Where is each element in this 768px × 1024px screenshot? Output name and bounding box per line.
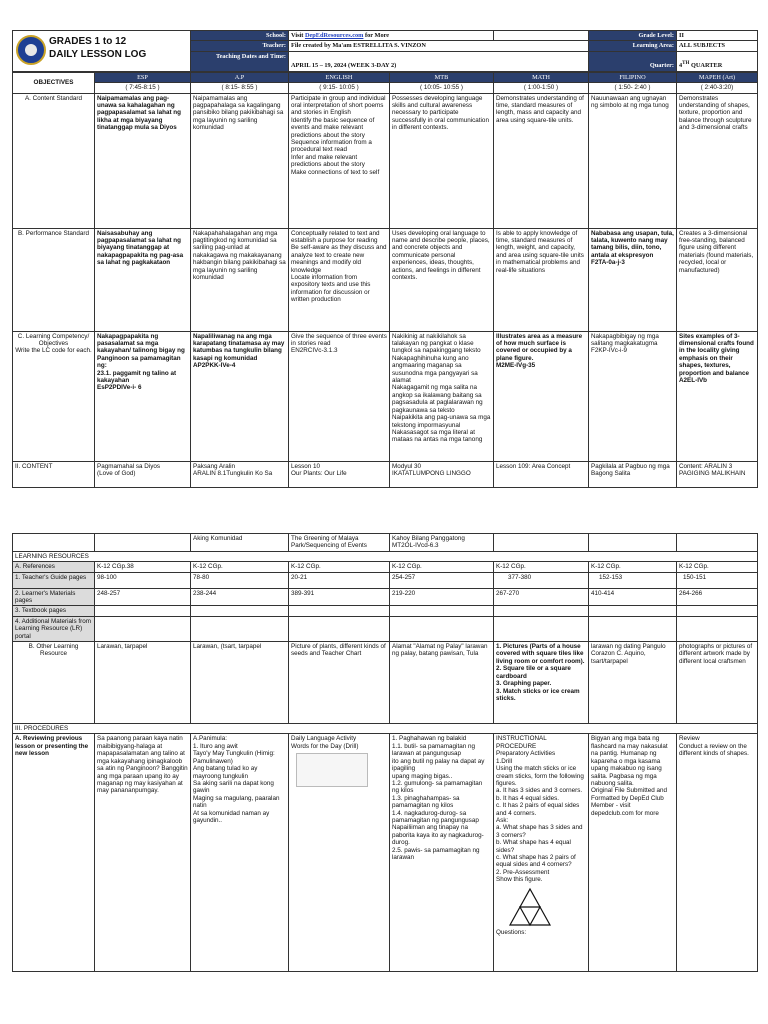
cont-esp xyxy=(95,534,191,552)
title-line-1: GRADES 1 to 12 xyxy=(49,36,127,47)
cont-ap: Aking Komunidad xyxy=(191,534,289,552)
math-review-cell: INSTRUCTIONAL PROCEDURE Preparatory Activities 1.Drill Using the match sticks or ice cream sticks, form the following figures. a. It has 3 sides and 3 corners. b. It has 4 equal sides. c. It has 2 pairs of equal sides and 4 corners. Ask: a. What shape has 3 sides and 3 corners? b. What shape has 4 equal sides? c. What shape has 2 pairs of equal sides and 4 corners? 2. Pre-Assessment Show this figure. Questions: xyxy=(494,734,589,972)
lesson-log-section-2 xyxy=(12,533,757,972)
objective-row xyxy=(13,331,758,461)
teacher-value: File created by Ma'am ESTRELLITA S. VINZON xyxy=(289,41,589,51)
dates-value: APRIL 15 – 19, 2024 (WEEK 3-DAY 2) xyxy=(289,51,589,71)
additional-materials-row xyxy=(13,616,758,641)
time-math: ( 1:00-1:50 ) xyxy=(494,83,589,93)
cont-math xyxy=(494,534,589,552)
row-cell: Lesson 10 Our Plants: Our Life xyxy=(289,461,390,487)
time-mtb: ( 10:05- 10:55 ) xyxy=(390,83,494,93)
other-label: B. Other Learning Resource xyxy=(13,642,95,724)
row-cell: Lesson 109: Area Concept xyxy=(494,461,589,487)
row-cell: Participate in group and individual oral interpretation of short poems and stories in English Identify the basic sequence of events and make relevant predictions about the story Sequence information from a procedural text read Infer and make relevant predictions about the story Make connections of text to self xyxy=(289,93,390,228)
time-english: ( 9:15- 10:05 ) xyxy=(289,83,390,93)
deped-seal-icon xyxy=(13,31,49,65)
grade-label: Grade Level: xyxy=(589,31,677,41)
lesson-log-section-1 xyxy=(12,30,757,488)
objective-row xyxy=(13,228,758,331)
row-cell: Nakikinig at nakikilahok sa talakayan ng pangkat o klase tungkol sa napakinggang teksto Nakapaghihinuha kung ano angmaaring maganap sa susunodna mga pangyayari sa alamat Nakagagamit ng mga salita na angkop sa ikalawang baitang sa pagsasadula at paglalarawan ng pagkaunawa sa teksto Naipakikita ang pag-unawa sa mga tekstong impormasyunal Nakasasagot sa mga literal at mataas na antas na mga tanong xyxy=(390,331,494,461)
row-cell: Creates a 3-dimensional free-standing, balanced figure using different materials (found materials, recycled, local or manufactured) xyxy=(677,228,758,331)
row-cell: Naipamamalas ang pag-unawa sa kahalagahan ng pagpapasalamat sa lahat ng likha at mga biyayang tinatanggap mula sa Diyos xyxy=(95,93,191,228)
objective-row xyxy=(13,461,758,487)
lm-label: 2. Learner's Materials pages xyxy=(13,588,95,606)
tg-label: 1. Teacher's Guide pages xyxy=(13,572,95,588)
row-cell: Content: ARALIN 3 PAGIGING MALIKHAIN xyxy=(677,461,758,487)
objectives-header: OBJECTIVES xyxy=(13,72,95,93)
top-rows xyxy=(13,93,758,487)
subject-filipino: FILIPINO xyxy=(589,72,677,82)
cont-english: The Greening of Malaya Park/Sequencing of Events xyxy=(289,534,390,552)
teachers-guide-row: 1. Teacher's Guide pages 98-100 78-80 20-21 254-257 377-380 152-153 150-151 xyxy=(13,572,758,588)
row-label: B. Performance Standard xyxy=(13,228,95,331)
textbook-row xyxy=(13,606,758,616)
dates-label: Teaching Dates and Time: xyxy=(191,51,289,71)
quarter-value: 4TH QUARTER xyxy=(677,51,758,71)
teacher-label: Teacher: xyxy=(191,41,289,51)
procedures-heading: III. PROCEDURES xyxy=(13,724,758,734)
math-questions: Questions: xyxy=(496,929,527,936)
row-label: II. CONTENT xyxy=(13,461,95,487)
row-label: C. Learning Competency/ Objectives Write the LC code for each. xyxy=(13,331,95,461)
resources-table xyxy=(12,533,758,972)
learners-materials-row: 2. Learner's Materials pages 248-257 238-244 389-391 219-220 267-270 410-414 264-266 xyxy=(13,588,758,606)
row-cell: Nauunawaan ang ugnayan ng simbolo at ng mga tunog xyxy=(589,93,677,228)
subject-ap: A.P xyxy=(191,72,289,82)
quarter-label: Quarter: xyxy=(589,51,677,71)
objectives-table xyxy=(12,72,758,488)
row-cell: Conceptually related to text and establish a purpose for reading Be self-aware as they discuss and analyze text to create new meanings and modify old knowledge Locate information from expository texts and use this information for discussion or written production xyxy=(289,228,390,331)
time-ap: ( 8:15- 8:55 ) xyxy=(191,83,289,93)
grade-value: II xyxy=(677,31,758,41)
row-cell: Nakapagbibigay ng mga salitang magkakatugma F2KP-IVc-i-9 xyxy=(589,331,677,461)
row-cell: Paksang Aralin ARALIN 8.1Tungkulin Ko Sa xyxy=(191,461,289,487)
triangle-figure-icon xyxy=(508,887,552,927)
cont-mapeh xyxy=(677,534,758,552)
row-cell: Illustrates area as a measure of how much surface is covered or occupied by a plane figure. M2ME-IVg-35 xyxy=(494,331,589,461)
time-filipino: ( 1:50- 2:40 ) xyxy=(589,83,677,93)
row-cell: Demonstrates understanding of time, standard measures of length, mass and capacity and area using square-tile units. xyxy=(494,93,589,228)
drill-chart-icon xyxy=(296,753,368,787)
review-label: A. Reviewing previous lesson or presenting the new lesson xyxy=(13,734,95,972)
english-review-cell: Daily Language Activity Words for the Day (Drill) xyxy=(289,734,390,972)
references-row: A. References K-12 CGp.38 K-12 CGp. K-12 CGp. K-12 CGp. K-12 CGp. K-12 CGp. K-12 CGp. xyxy=(13,562,758,572)
area-value: ALL SUBJECTS xyxy=(677,41,758,51)
review-row: A. Reviewing previous lesson or presenting the new lesson Sa paanong paraan kaya natin maibibigyang-halaga at mapapasalamatan ang talino at mga kakayahang ipinagkaloob sa atin ng Panginoon? Banggitin ang mga paraan upang ito ay maganap ng may kasiyahan at may panananpumgay. A.Panimula: 1. Ituro ang awit Tayo'y May Tungkulin (Himig: Pamulinawen) Ang batang tulad ko ay mayroong tungkulin Sa aking sarili na dapat kong gawin Maging sa magulang, paaralan natin At sa komunidad naman ay gayundin.. Daily Language Activity Words for the Day (Drill) 1. Paghahawan ng balakid 1.1. butil- sa pamamagitan ng larawan at pangungusap ito ang butil ng palay na dapat ay ipagiling upang maging bigas.. 1.2. gumulong- sa pamamagitan ng kilos 1.3. pinaghahampas- sa pamamagitan ng kilos 1.4. nagkadurog-durog- sa pamamagitan ng pangungusap Napailiiman ang tinapay na paborita kaya ito ay nagkadurog-durog. 2.5. pawis- sa pamamagitan ng larawan INSTRUCTIONAL PROCEDURE Preparatory Activities 1.Drill Using the match sticks or ice cream sticks, form the following figures. a. It has 3 sides and 3 corners. b. It has 4 equal sides. c. It has 2 pairs of equal sides and 4 corners. Ask: a. What shape has 3 sides and 3 corners? b. What shape has 4 equal sides? c. What shape has 2 pairs of equal sides and 4 corners? 2. Pre-Assessment Show this figure. Questions: Bigyan ang mga bata ng flashcard na may nakasulat na pantig. Humanap ng kapareha o mga kasama upang makabuo ng isang salita. Pagbasa ng mga nabuong salita. Original File Submitted and Formatted by DepEd Club Member - visit depedclub.com for more Review Conduct a review on the different kinds of shapes. xyxy=(13,734,758,972)
row-cell: Demonstrates understanding of shapes, texture, proportion and balance through sculpture and 3-dimensional crafts xyxy=(677,93,758,228)
learning-resources-heading: LEARNING RESOURCES xyxy=(13,551,758,561)
cont-filipino xyxy=(589,534,677,552)
time-esp: ( 7:45-8:15 ) xyxy=(95,83,191,93)
references-label: A. References xyxy=(13,562,95,572)
title-line-2: DAILY LESSON LOG xyxy=(49,49,147,60)
school-value: Visit DepEdResources.com for More xyxy=(289,31,494,41)
row-cell: Pagkilala at Pagbuo ng mga Bagong Salita xyxy=(589,461,677,487)
row-cell: Nababasa ang usapan, tula, talata, kuwento nang may tamang bilis, diin, tono, antala at ekspresyon F2TA-0a-j-3 xyxy=(589,228,677,331)
time-mapeh: ( 2:40-3:20) xyxy=(677,83,758,93)
textbook-label: 3. Textbook pages xyxy=(13,606,95,616)
school-label: School: xyxy=(191,31,289,41)
subject-mapeh: MAPEH (Art) xyxy=(677,72,758,82)
subject-english: ENGLISH xyxy=(289,72,390,82)
header-title-block xyxy=(13,31,191,72)
other-resources-row: B. Other Learning Resource Larawan, tarpapel Larawan, (tsart, tarpapel Picture of plants, different kinds of seeds and Teacher Chart Alamat "Alamat ng Palay" larawan ng palay, batang pawisan, Tula 1. Pictures (Parts of a house covered with square tiles like living room or comfort room). 2. Square tile or a square cardboard 3. Graphing paper. 3. Match sticks or ice cream sticks. larawan ng dating Pangulo Corazon C. Aquino, tsart/tarpapel photographs or pictures of different artwork made by different local craftsmen xyxy=(13,642,758,724)
row-cell: Naipamamalas ang pagpapahalaga sa kagalingang pansibiko bilang pakikibahagi sa mga layunin ng sariling komunidad xyxy=(191,93,289,228)
row-cell: Is able to apply knowledge of time, standard measures of length, weight, and capacity, and area using square-tile units in mathematical problems and real-life situations xyxy=(494,228,589,331)
row-cell: Napaliliwanag na ang mga karapatang tinatamasa ay may katumbas na tungkulin bilang kasapi ng komunidad AP2PKK-IVe-4 xyxy=(191,331,289,461)
row-cell: Naisasabuhay ang pagpapasalamat sa lahat ng biyayang tinatanggap at nakapagpapakita ng pag-asa sa lahat ng pagkakataon xyxy=(95,228,191,331)
row-cell: Pagmamahal sa Diyos (Love of God) xyxy=(95,461,191,487)
row-cell: Uses developing oral language to name and describe people, places, and concrete objects and communicate personal experiences, ideas, thoughts, actions, and feelings in different contexts. xyxy=(390,228,494,331)
subject-mtb: MTB xyxy=(390,72,494,82)
subject-esp: ESP xyxy=(95,72,191,82)
row-cell: Nakapagpapakita ng pasasalamat sa mga kakayahan/ talinong bigay ng Panginoon sa pamamagitan ng: 23.1. paggamit ng talino at kakayahan EsP2PDIVe-i- 6 xyxy=(95,331,191,461)
depedresources-link[interactable]: DepEdResources.com xyxy=(304,32,364,39)
row-cell: Possesses developing language skills and cultural awareness necessary to participate successfully in oral communication in different contexts. xyxy=(390,93,494,228)
additional-label: 4. Additional Materials from Learning Resource (LR) portal xyxy=(13,616,95,641)
row-cell: Modyul 30 IKATATLUMPONG LINGGO xyxy=(390,461,494,487)
area-label: Learning Area: xyxy=(589,41,677,51)
subject-math: MATH xyxy=(494,72,589,82)
objective-row xyxy=(13,93,758,228)
row-cell: Give the sequence of three events in stories read EN2RCIVc-3.1.3 xyxy=(289,331,390,461)
continuation-row xyxy=(13,534,758,552)
cont-mtb: Kahoy Bilang Panggatong MT2OL-IVcd-6.3 xyxy=(390,534,494,552)
header-table xyxy=(12,30,758,72)
row-cell: Sites examples of 3-dimensional crafts found in the locality giving emphasis on their shapes, textures, proportion and balance A2EL-IVb xyxy=(677,331,758,461)
row-label: A. Content Standard xyxy=(13,93,95,228)
row-cell: Nakapahahalagahan ang mga pagtitingkod ng komunidad sa sariling pag-unlad at nakakagawa ng makakayanang hakbangin bilang pakikibahagi sa mga layunin ng sariling komunidad xyxy=(191,228,289,331)
